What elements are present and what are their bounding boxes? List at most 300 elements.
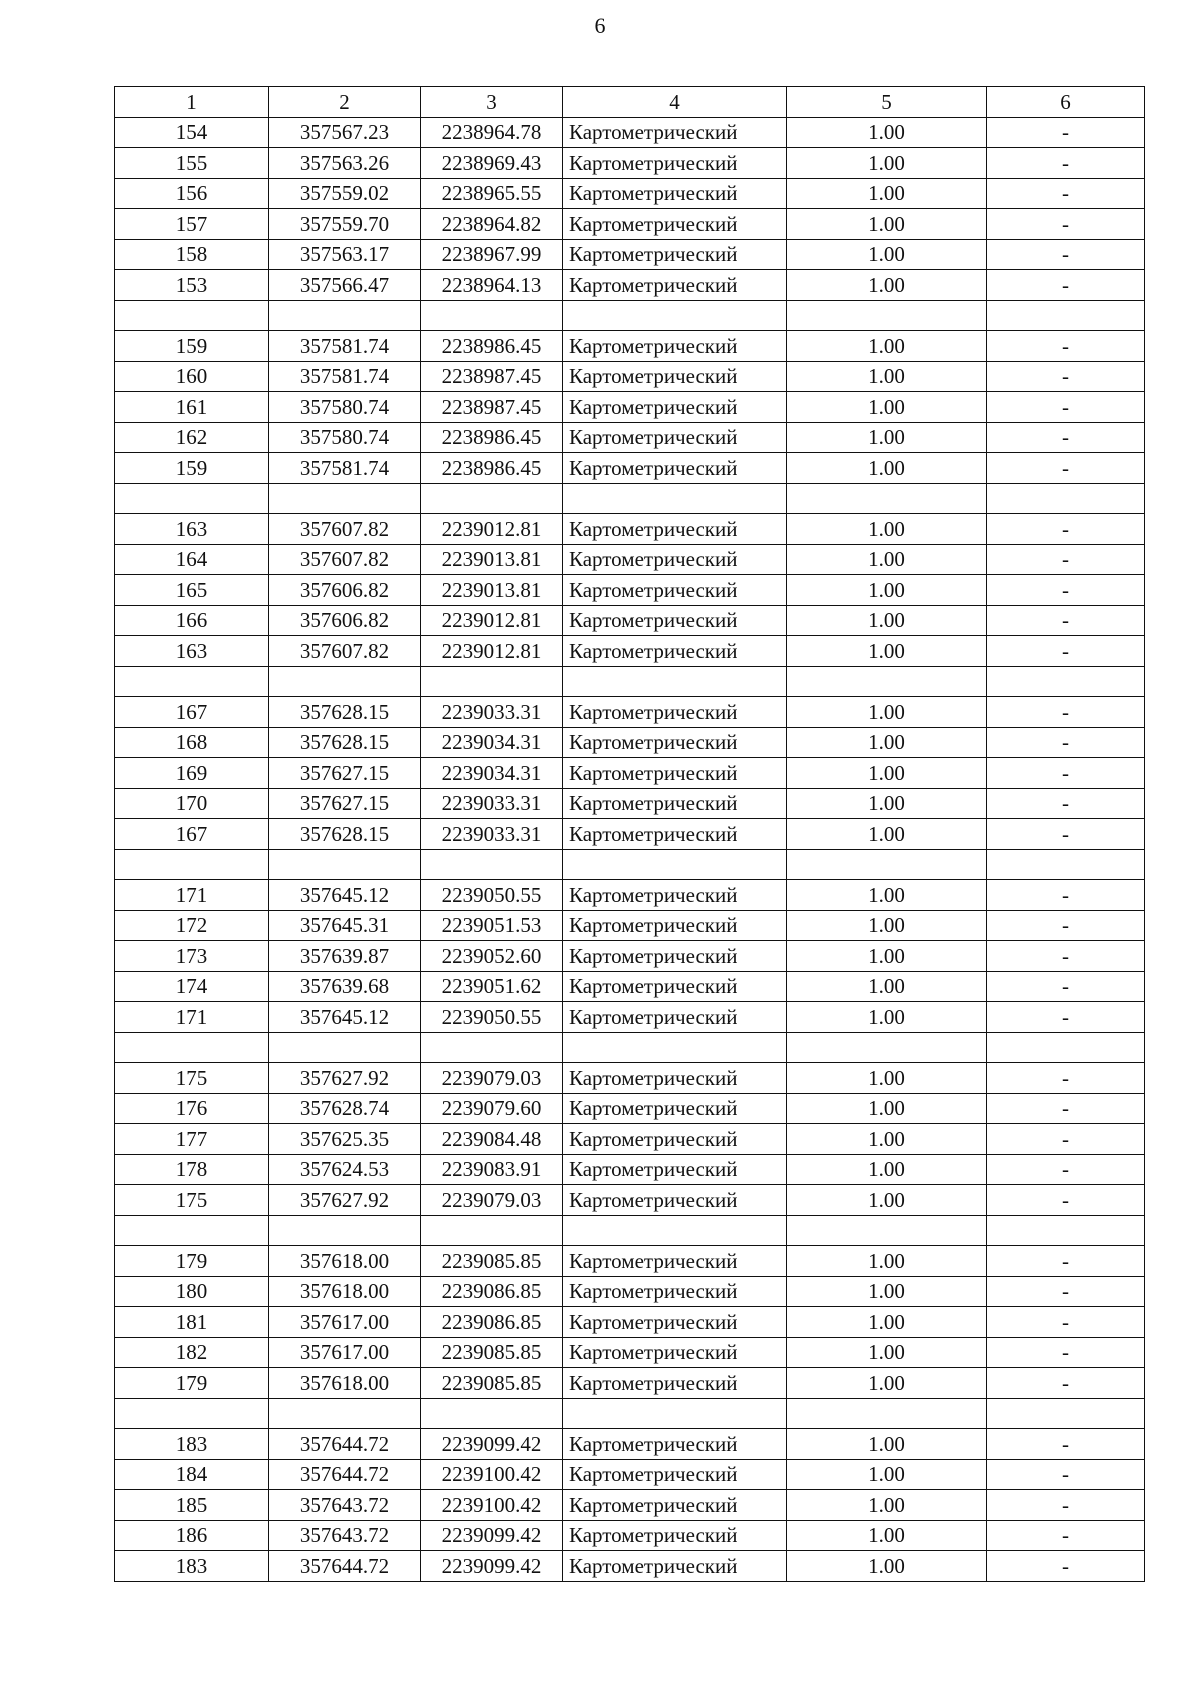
table-row — [115, 758, 1145, 789]
cell-note: - — [987, 758, 1145, 789]
table-row — [115, 270, 1145, 301]
cell-coord-x: 357580.74 — [269, 392, 421, 423]
cell-point-number: 168 — [115, 727, 269, 758]
table-header — [115, 87, 1145, 118]
cell-method: Картометрический — [563, 1093, 787, 1124]
cell-coord-x: 357563.26 — [269, 148, 421, 179]
cell-coord-y: 2239052.60 — [421, 941, 563, 972]
separator-row — [115, 300, 1145, 331]
cell-coord-y: 2238964.78 — [421, 117, 563, 148]
cell-coord-x — [269, 1398, 421, 1429]
cell-coord-y: 2239099.42 — [421, 1520, 563, 1551]
cell-accuracy: 1.00 — [787, 1337, 987, 1368]
cell-accuracy: 1.00 — [787, 1490, 987, 1521]
cell-note: - — [987, 270, 1145, 301]
cell-method: Картометрический — [563, 117, 787, 148]
cell-point-number: 166 — [115, 605, 269, 636]
cell-note: - — [987, 1154, 1145, 1185]
cell-method: Картометрический — [563, 1551, 787, 1582]
header-row — [115, 87, 1145, 118]
cell-coord-x: 357617.00 — [269, 1337, 421, 1368]
cell-coord-y: 2239033.31 — [421, 697, 563, 728]
cell-coord-y: 2238987.45 — [421, 361, 563, 392]
cell-point-number: 163 — [115, 636, 269, 667]
cell-point-number — [115, 300, 269, 331]
cell-method: Картометрический — [563, 1520, 787, 1551]
cell-accuracy — [787, 1215, 987, 1246]
table-row — [115, 1307, 1145, 1338]
cell-accuracy: 1.00 — [787, 544, 987, 575]
cell-method: Картометрический — [563, 1307, 787, 1338]
cell-coord-y: 2239100.42 — [421, 1459, 563, 1490]
table-row — [115, 1063, 1145, 1094]
cell-method: Картометрический — [563, 422, 787, 453]
cell-point-number — [115, 1398, 269, 1429]
table-row — [115, 361, 1145, 392]
cell-note: - — [987, 575, 1145, 606]
cell-point-number: 169 — [115, 758, 269, 789]
header-col-1: 1 — [115, 87, 269, 118]
cell-note: - — [987, 880, 1145, 911]
cell-point-number: 162 — [115, 422, 269, 453]
cell-coord-y: 2239086.85 — [421, 1276, 563, 1307]
coordinates-table — [114, 86, 1145, 1582]
cell-note: - — [987, 117, 1145, 148]
cell-coord-y — [421, 1032, 563, 1063]
cell-coord-y: 2239099.42 — [421, 1429, 563, 1460]
cell-accuracy: 1.00 — [787, 941, 987, 972]
cell-coord-y: 2239100.42 — [421, 1490, 563, 1521]
cell-coord-y — [421, 300, 563, 331]
cell-method: Картометрический — [563, 1276, 787, 1307]
table-row — [115, 697, 1145, 728]
cell-method: Картометрический — [563, 1429, 787, 1460]
table-row — [115, 605, 1145, 636]
cell-coord-x — [269, 849, 421, 880]
cell-note: - — [987, 697, 1145, 728]
cell-method: Картометрический — [563, 514, 787, 545]
cell-accuracy: 1.00 — [787, 636, 987, 667]
separator-row — [115, 1398, 1145, 1429]
cell-method: Картометрический — [563, 1490, 787, 1521]
cell-method: Картометрический — [563, 636, 787, 667]
cell-point-number: 178 — [115, 1154, 269, 1185]
separator-row — [115, 666, 1145, 697]
cell-coord-x: 357581.74 — [269, 453, 421, 484]
cell-accuracy: 1.00 — [787, 117, 987, 148]
cell-point-number: 171 — [115, 880, 269, 911]
cell-coord-x: 357580.74 — [269, 422, 421, 453]
cell-accuracy: 1.00 — [787, 819, 987, 850]
cell-note: - — [987, 727, 1145, 758]
table-row — [115, 1429, 1145, 1460]
cell-point-number: 176 — [115, 1093, 269, 1124]
cell-coord-x: 357644.72 — [269, 1459, 421, 1490]
cell-note: - — [987, 941, 1145, 972]
cell-coord-y: 2239050.55 — [421, 880, 563, 911]
cell-accuracy: 1.00 — [787, 178, 987, 209]
cell-coord-x: 357606.82 — [269, 605, 421, 636]
table-row — [115, 239, 1145, 270]
cell-note: - — [987, 788, 1145, 819]
cell-method: Картометрический — [563, 1185, 787, 1216]
cell-coord-y — [421, 1215, 563, 1246]
cell-coord-y — [421, 849, 563, 880]
cell-point-number: 177 — [115, 1124, 269, 1155]
cell-coord-y: 2239051.62 — [421, 971, 563, 1002]
cell-method: Картометрический — [563, 453, 787, 484]
cell-method: Картометрический — [563, 819, 787, 850]
cell-coord-x: 357639.87 — [269, 941, 421, 972]
table-row — [115, 819, 1145, 850]
table-row — [115, 788, 1145, 819]
cell-note: - — [987, 1490, 1145, 1521]
cell-note: - — [987, 1337, 1145, 1368]
table-row — [115, 941, 1145, 972]
cell-accuracy: 1.00 — [787, 1093, 987, 1124]
cell-note: - — [987, 1520, 1145, 1551]
cell-coord-x: 357645.12 — [269, 880, 421, 911]
cell-note — [987, 666, 1145, 697]
cell-point-number: 155 — [115, 148, 269, 179]
table-row — [115, 910, 1145, 941]
cell-coord-y — [421, 483, 563, 514]
cell-coord-x: 357618.00 — [269, 1368, 421, 1399]
cell-note: - — [987, 636, 1145, 667]
table-row — [115, 1002, 1145, 1033]
cell-accuracy: 1.00 — [787, 1185, 987, 1216]
cell-point-number: 171 — [115, 1002, 269, 1033]
table-row — [115, 1154, 1145, 1185]
table-row — [115, 1124, 1145, 1155]
cell-note: - — [987, 453, 1145, 484]
cell-accuracy: 1.00 — [787, 453, 987, 484]
table-row — [115, 422, 1145, 453]
cell-accuracy: 1.00 — [787, 392, 987, 423]
cell-point-number — [115, 483, 269, 514]
table-row — [115, 1551, 1145, 1582]
cell-accuracy: 1.00 — [787, 727, 987, 758]
table-row — [115, 453, 1145, 484]
cell-note: - — [987, 331, 1145, 362]
cell-note: - — [987, 1093, 1145, 1124]
cell-accuracy: 1.00 — [787, 1276, 987, 1307]
table-row — [115, 1459, 1145, 1490]
cell-coord-x: 357563.17 — [269, 239, 421, 270]
table-row — [115, 178, 1145, 209]
cell-method: Картометрический — [563, 1002, 787, 1033]
cell-method — [563, 1215, 787, 1246]
cell-coord-x: 357581.74 — [269, 361, 421, 392]
table-row — [115, 1246, 1145, 1277]
cell-point-number: 170 — [115, 788, 269, 819]
header-col-5: 5 — [787, 87, 987, 118]
cell-coord-y: 2238967.99 — [421, 239, 563, 270]
cell-coord-x: 357624.53 — [269, 1154, 421, 1185]
cell-note: - — [987, 178, 1145, 209]
cell-coord-x — [269, 666, 421, 697]
table-row — [115, 1185, 1145, 1216]
cell-method: Картометрический — [563, 1246, 787, 1277]
cell-accuracy: 1.00 — [787, 1429, 987, 1460]
cell-coord-x: 357606.82 — [269, 575, 421, 606]
cell-method: Картометрический — [563, 270, 787, 301]
cell-coord-y: 2239083.91 — [421, 1154, 563, 1185]
cell-point-number: 167 — [115, 697, 269, 728]
cell-note: - — [987, 514, 1145, 545]
cell-accuracy: 1.00 — [787, 1002, 987, 1033]
cell-coord-x: 357628.15 — [269, 819, 421, 850]
header-col-2: 2 — [269, 87, 421, 118]
cell-coord-x: 357607.82 — [269, 544, 421, 575]
header-col-4: 4 — [563, 87, 787, 118]
table-row — [115, 1337, 1145, 1368]
cell-coord-y: 2238965.55 — [421, 178, 563, 209]
cell-point-number: 156 — [115, 178, 269, 209]
table-row — [115, 1520, 1145, 1551]
cell-method: Картометрический — [563, 727, 787, 758]
cell-point-number: 167 — [115, 819, 269, 850]
cell-coord-x: 357617.00 — [269, 1307, 421, 1338]
cell-coord-x: 357643.72 — [269, 1490, 421, 1521]
cell-coord-y: 2239079.60 — [421, 1093, 563, 1124]
separator-row — [115, 849, 1145, 880]
cell-coord-y: 2238964.82 — [421, 209, 563, 240]
cell-coord-x: 357627.15 — [269, 788, 421, 819]
table-row — [115, 1276, 1145, 1307]
cell-accuracy — [787, 1398, 987, 1429]
cell-point-number: 179 — [115, 1246, 269, 1277]
cell-accuracy: 1.00 — [787, 605, 987, 636]
cell-coord-x: 357627.92 — [269, 1185, 421, 1216]
cell-coord-x: 357559.02 — [269, 178, 421, 209]
cell-method: Картометрический — [563, 941, 787, 972]
cell-method: Картометрический — [563, 971, 787, 1002]
cell-point-number: 186 — [115, 1520, 269, 1551]
cell-note: - — [987, 1063, 1145, 1094]
cell-method: Картометрический — [563, 209, 787, 240]
cell-coord-x: 357628.15 — [269, 727, 421, 758]
cell-point-number: 163 — [115, 514, 269, 545]
cell-accuracy: 1.00 — [787, 148, 987, 179]
cell-coord-y: 2239033.31 — [421, 819, 563, 850]
cell-method: Картометрический — [563, 1337, 787, 1368]
cell-point-number: 181 — [115, 1307, 269, 1338]
cell-coord-y: 2239012.81 — [421, 514, 563, 545]
cell-coord-x: 357607.82 — [269, 636, 421, 667]
table-row — [115, 727, 1145, 758]
cell-point-number: 154 — [115, 117, 269, 148]
cell-note: - — [987, 1002, 1145, 1033]
cell-coord-x: 357581.74 — [269, 331, 421, 362]
cell-coord-x: 357628.15 — [269, 697, 421, 728]
cell-accuracy: 1.00 — [787, 1520, 987, 1551]
cell-coord-x — [269, 483, 421, 514]
cell-note — [987, 1032, 1145, 1063]
cell-coord-x: 357645.31 — [269, 910, 421, 941]
cell-coord-y: 2238964.13 — [421, 270, 563, 301]
table-row — [115, 544, 1145, 575]
cell-point-number: 161 — [115, 392, 269, 423]
cell-point-number: 160 — [115, 361, 269, 392]
cell-coord-x: 357628.74 — [269, 1093, 421, 1124]
cell-coord-x: 357643.72 — [269, 1520, 421, 1551]
cell-point-number: 174 — [115, 971, 269, 1002]
cell-method — [563, 1032, 787, 1063]
cell-coord-y: 2239085.85 — [421, 1246, 563, 1277]
table-row — [115, 117, 1145, 148]
cell-method: Картометрический — [563, 605, 787, 636]
cell-accuracy: 1.00 — [787, 758, 987, 789]
cell-note: - — [987, 1185, 1145, 1216]
cell-point-number: 172 — [115, 910, 269, 941]
cell-accuracy: 1.00 — [787, 1368, 987, 1399]
cell-method: Картометрический — [563, 1368, 787, 1399]
cell-point-number: 157 — [115, 209, 269, 240]
cell-coord-x — [269, 1215, 421, 1246]
cell-method: Картометрический — [563, 1124, 787, 1155]
cell-note: - — [987, 544, 1145, 575]
cell-note: - — [987, 239, 1145, 270]
cell-coord-y: 2239085.85 — [421, 1368, 563, 1399]
cell-point-number: 159 — [115, 331, 269, 362]
cell-point-number: 164 — [115, 544, 269, 575]
cell-coord-y: 2239079.03 — [421, 1063, 563, 1094]
cell-point-number: 179 — [115, 1368, 269, 1399]
table-row — [115, 1490, 1145, 1521]
cell-method: Картометрический — [563, 910, 787, 941]
cell-point-number: 173 — [115, 941, 269, 972]
cell-note: - — [987, 1368, 1145, 1399]
table-row — [115, 1368, 1145, 1399]
cell-coord-y: 2239079.03 — [421, 1185, 563, 1216]
cell-point-number: 183 — [115, 1429, 269, 1460]
cell-coord-y: 2239084.48 — [421, 1124, 563, 1155]
cell-method: Картометрический — [563, 331, 787, 362]
header-col-6: 6 — [987, 87, 1145, 118]
table-row — [115, 514, 1145, 545]
cell-coord-x: 357566.47 — [269, 270, 421, 301]
cell-point-number — [115, 1215, 269, 1246]
cell-note: - — [987, 209, 1145, 240]
cell-point-number: 165 — [115, 575, 269, 606]
cell-coord-x: 357607.82 — [269, 514, 421, 545]
cell-note: - — [987, 1307, 1145, 1338]
cell-accuracy: 1.00 — [787, 910, 987, 941]
cell-coord-y: 2239013.81 — [421, 544, 563, 575]
cell-accuracy: 1.00 — [787, 971, 987, 1002]
cell-point-number: 175 — [115, 1185, 269, 1216]
cell-accuracy: 1.00 — [787, 1551, 987, 1582]
cell-method: Картометрический — [563, 880, 787, 911]
cell-method — [563, 849, 787, 880]
cell-accuracy: 1.00 — [787, 575, 987, 606]
cell-accuracy: 1.00 — [787, 880, 987, 911]
cell-point-number: 185 — [115, 1490, 269, 1521]
cell-note: - — [987, 422, 1145, 453]
cell-accuracy — [787, 1032, 987, 1063]
table-row — [115, 148, 1145, 179]
cell-method: Картометрический — [563, 361, 787, 392]
table-row — [115, 971, 1145, 1002]
table-row — [115, 1093, 1145, 1124]
cell-coord-x: 357645.12 — [269, 1002, 421, 1033]
cell-note: - — [987, 1459, 1145, 1490]
cell-point-number — [115, 849, 269, 880]
cell-method: Картометрический — [563, 758, 787, 789]
cell-coord-y: 2239012.81 — [421, 605, 563, 636]
cell-point-number: 159 — [115, 453, 269, 484]
cell-note: - — [987, 148, 1145, 179]
cell-accuracy: 1.00 — [787, 1246, 987, 1277]
table-row — [115, 636, 1145, 667]
cell-coord-x: 357618.00 — [269, 1276, 421, 1307]
cell-note — [987, 1215, 1145, 1246]
table-row — [115, 575, 1145, 606]
cell-coord-y: 2239034.31 — [421, 727, 563, 758]
cell-note: - — [987, 1246, 1145, 1277]
cell-method: Картометрический — [563, 788, 787, 819]
cell-coord-x: 357639.68 — [269, 971, 421, 1002]
cell-coord-y — [421, 666, 563, 697]
cell-coord-y: 2239051.53 — [421, 910, 563, 941]
cell-method — [563, 1398, 787, 1429]
table-body — [115, 117, 1145, 1581]
cell-method: Картометрический — [563, 1154, 787, 1185]
cell-note: - — [987, 605, 1145, 636]
table-row — [115, 331, 1145, 362]
cell-coord-y: 2238986.45 — [421, 422, 563, 453]
cell-accuracy: 1.00 — [787, 1063, 987, 1094]
cell-coord-y: 2239085.85 — [421, 1337, 563, 1368]
cell-method: Картометрический — [563, 575, 787, 606]
cell-note: - — [987, 1276, 1145, 1307]
cell-coord-x: 357644.72 — [269, 1429, 421, 1460]
cell-note: - — [987, 361, 1145, 392]
cell-point-number: 175 — [115, 1063, 269, 1094]
cell-coord-y: 2239033.31 — [421, 788, 563, 819]
cell-coord-y: 2239099.42 — [421, 1551, 563, 1582]
cell-method: Картометрический — [563, 178, 787, 209]
cell-accuracy: 1.00 — [787, 1124, 987, 1155]
cell-note: - — [987, 392, 1145, 423]
cell-coord-y: 2238986.45 — [421, 331, 563, 362]
cell-method — [563, 483, 787, 514]
cell-coord-x: 357625.35 — [269, 1124, 421, 1155]
table-row — [115, 392, 1145, 423]
cell-coord-x — [269, 300, 421, 331]
cell-note — [987, 1398, 1145, 1429]
header-col-3: 3 — [421, 87, 563, 118]
cell-note — [987, 300, 1145, 331]
cell-accuracy: 1.00 — [787, 209, 987, 240]
cell-coord-y: 2239013.81 — [421, 575, 563, 606]
cell-coord-y: 2238986.45 — [421, 453, 563, 484]
cell-point-number: 158 — [115, 239, 269, 270]
cell-method: Картометрический — [563, 697, 787, 728]
cell-accuracy — [787, 849, 987, 880]
cell-accuracy — [787, 666, 987, 697]
cell-point-number — [115, 666, 269, 697]
cell-method: Картометрический — [563, 1063, 787, 1094]
cell-point-number: 182 — [115, 1337, 269, 1368]
cell-coord-y: 2239034.31 — [421, 758, 563, 789]
cell-accuracy — [787, 300, 987, 331]
cell-coord-x: 357627.92 — [269, 1063, 421, 1094]
cell-accuracy: 1.00 — [787, 331, 987, 362]
cell-accuracy: 1.00 — [787, 422, 987, 453]
cell-coord-x: 357559.70 — [269, 209, 421, 240]
